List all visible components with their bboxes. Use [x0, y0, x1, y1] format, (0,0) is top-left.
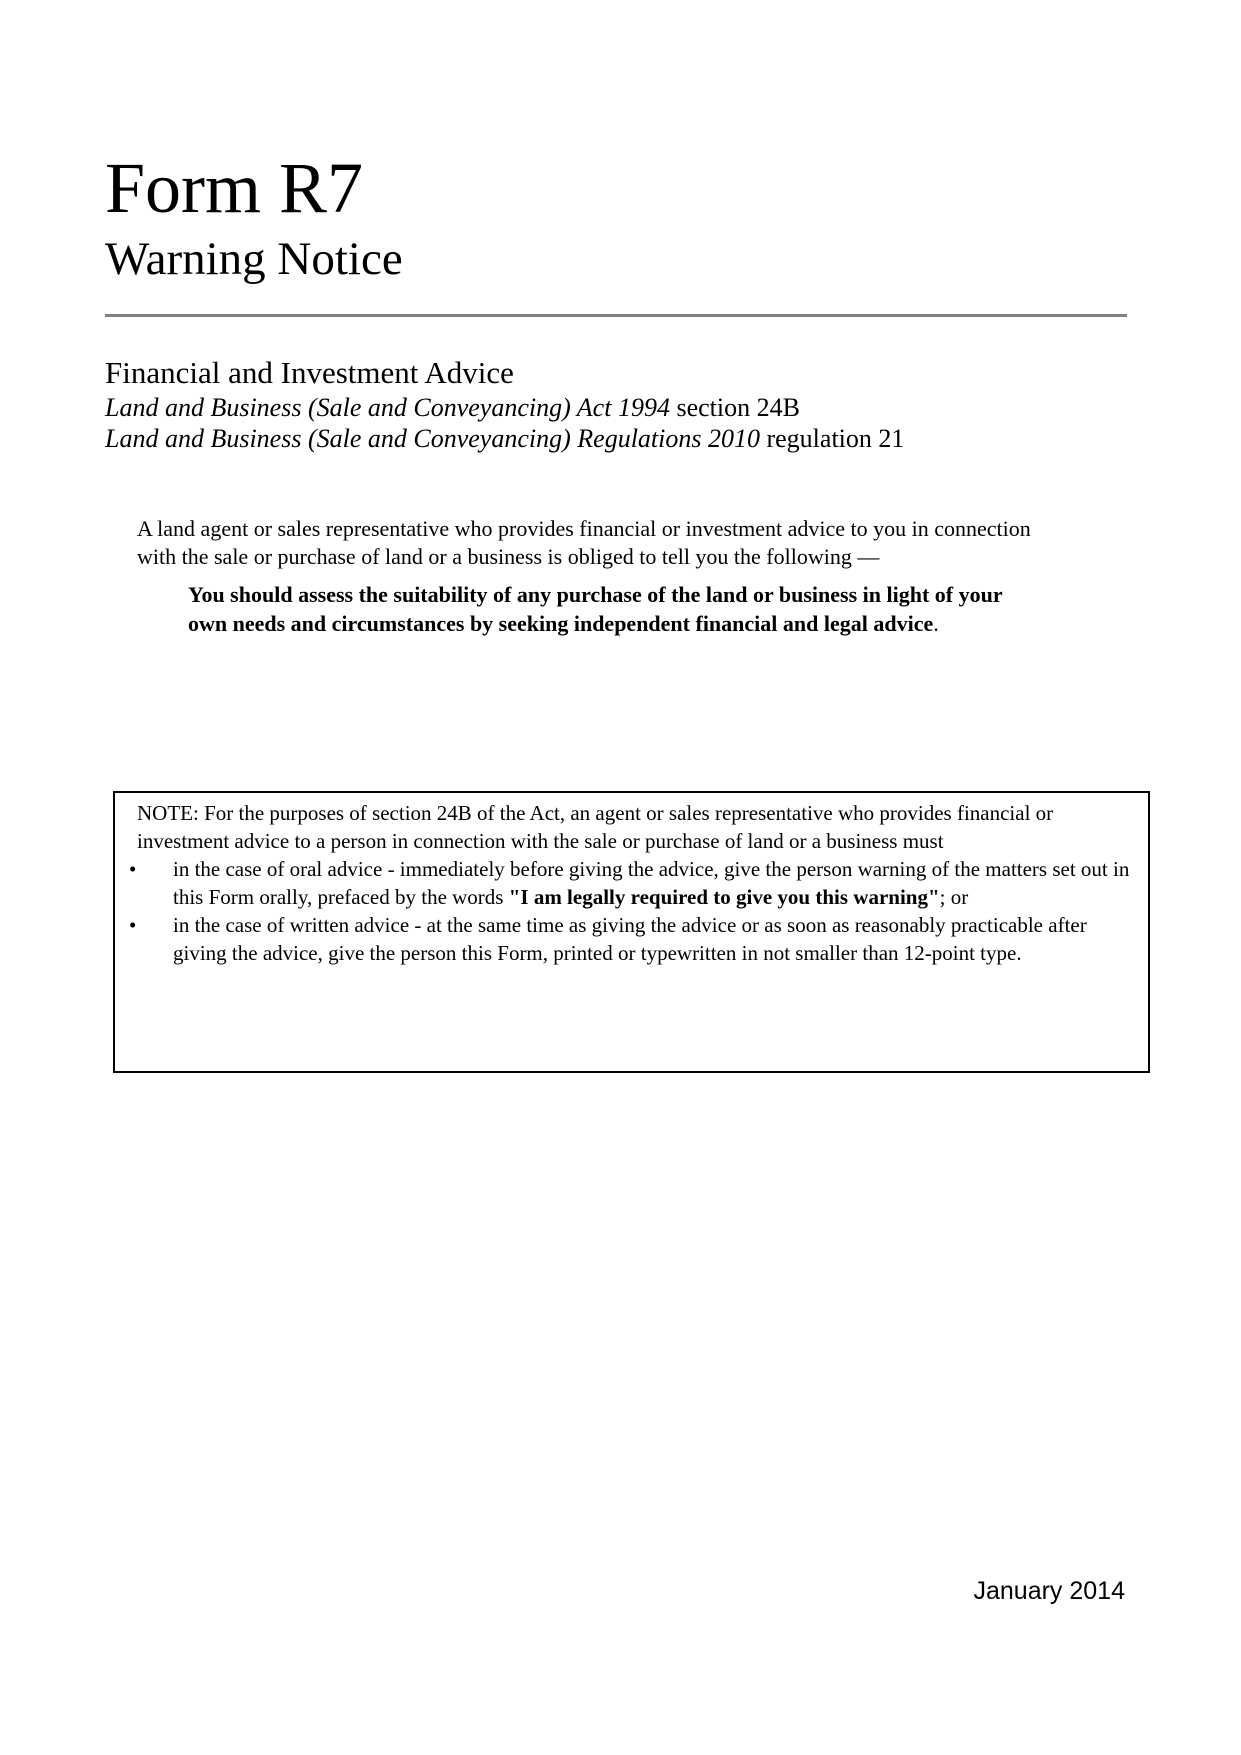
form-title: Form R7: [105, 148, 364, 228]
bullet-dot-icon: •: [129, 857, 137, 881]
note-bullet-oral-advice-text: in the case of oral advice - immediately before giving the advice, give the person warning of the matters set out in this Form orally, prefaced by the words "I am legally required to give you this warning"; or: [173, 857, 1130, 909]
note-box: [113, 791, 1150, 1073]
section-title: Financial and Investment Advice: [105, 355, 514, 390]
intro-paragraph: A land agent or sales representative who provides financial or investment advice to you in connection with the sale or purchase of land or a business is obliged to tell you the following —: [137, 516, 1031, 569]
warning-statement: You should assess the suitability of any purchase of the land or business in light of your own needs and circumstances by seeking independent financial and legal advice.: [188, 582, 1003, 636]
footer-date: January 2014: [973, 1577, 1125, 1605]
citation-act: Land and Business (Sale and Conveyancing) Act 1994 section 24B: [105, 393, 800, 422]
note-bullet-list: [129, 855, 1130, 967]
title-divider: [105, 314, 1127, 317]
note-bullet-written-advice: [129, 911, 1130, 967]
note-bullet-oral-advice: [129, 855, 1130, 911]
note-bullet-written-advice-text: in the case of written advice - at the same time as giving the advice or as soon as reasonably practicable after giving the advice, give the person this Form, printed or typewritten in not smaller than 12-point type.: [173, 913, 1087, 965]
bullet-dot-icon: •: [129, 913, 137, 937]
legislation-citations: [105, 392, 904, 454]
note-lead-text: NOTE: For the purposes of section 24B of the Act, an agent or sales representative who provides financial or investment advice to a person in connection with the sale or purchase of land or a business must: [137, 801, 1054, 853]
citation-regulations: Land and Business (Sale and Conveyancing) Regulations 2010 regulation 21: [105, 424, 905, 453]
form-subtitle: Warning Notice: [105, 233, 403, 285]
